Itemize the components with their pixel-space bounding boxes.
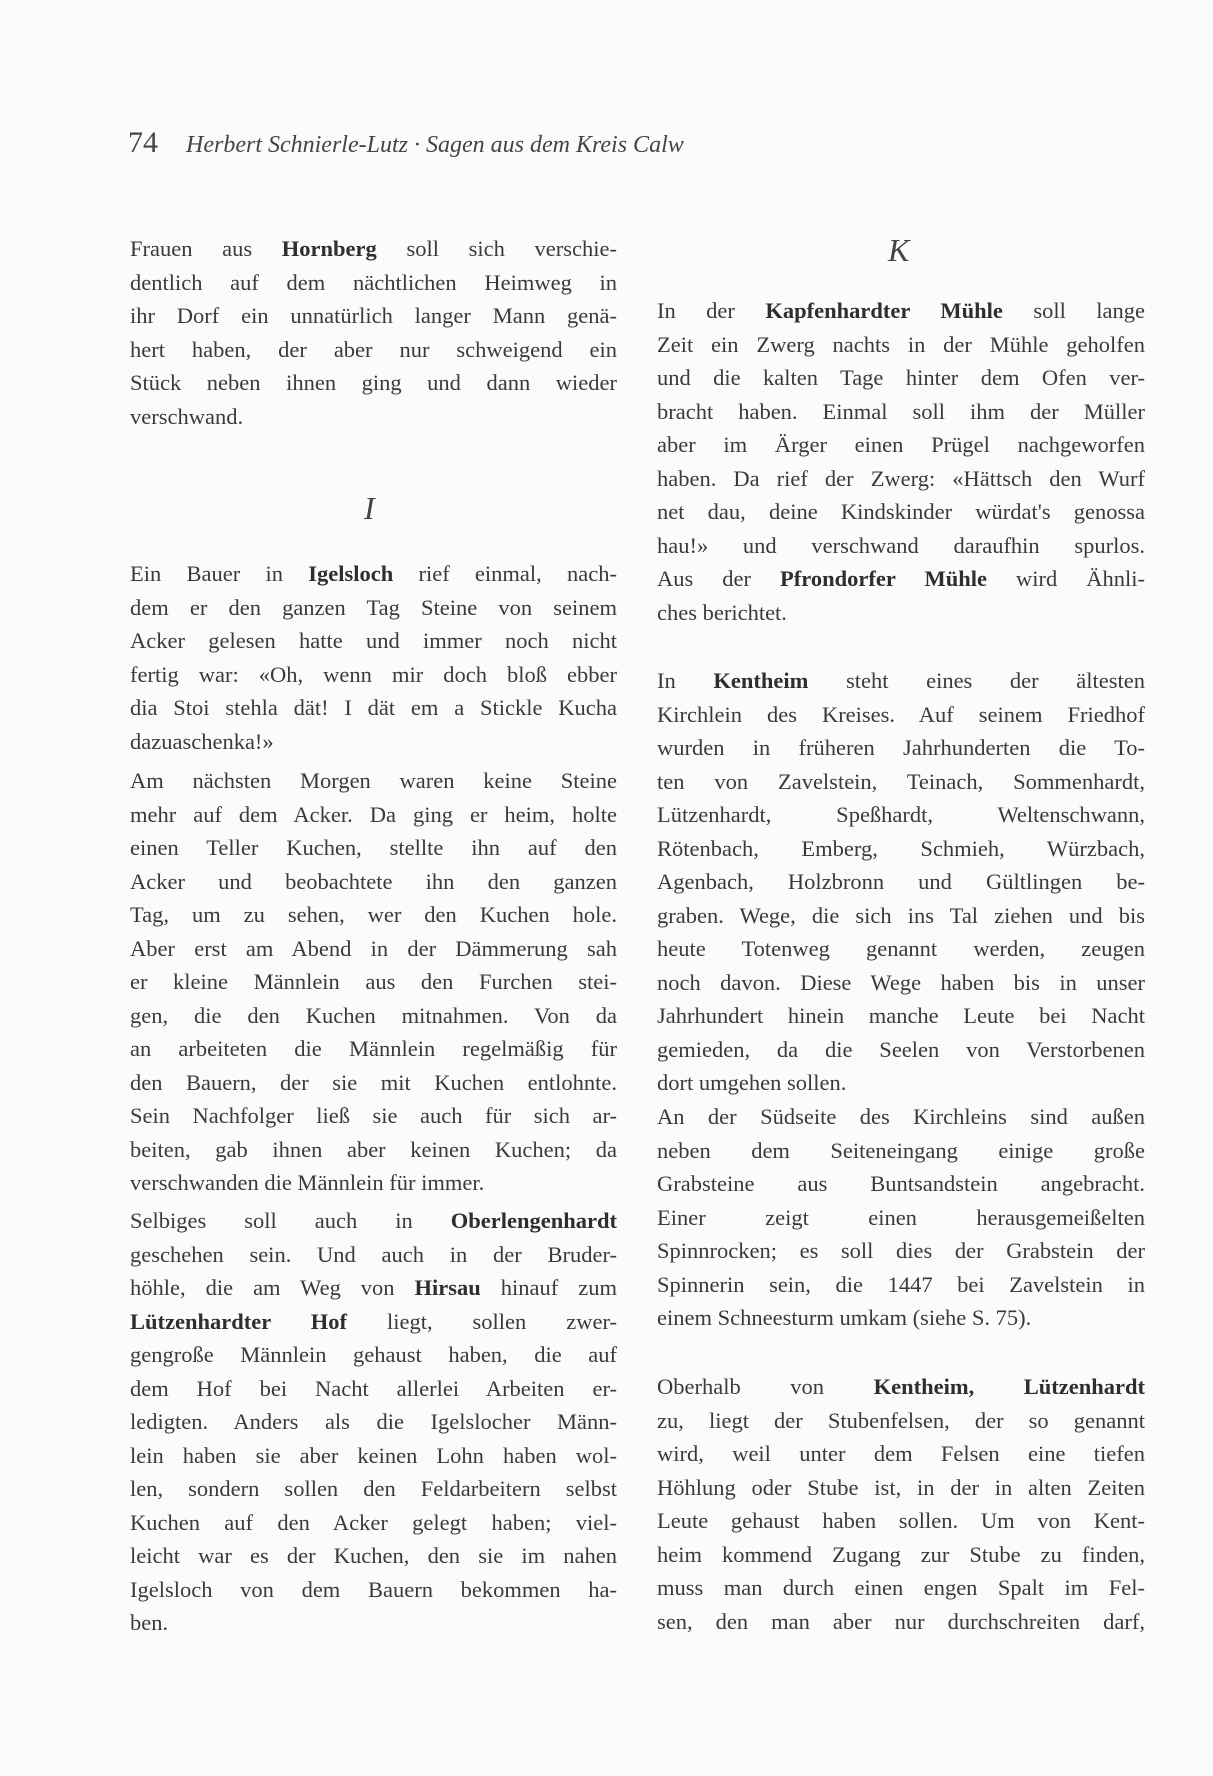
place-name: Igelsloch [308,561,394,586]
text-line: beiten, gab ihnen aber keinen Kuchen; da [130,1136,617,1162]
text-line: ledigten. Anders als die Igelslocher Männ- [130,1409,617,1434]
text-line: mehr auf dem Acker. Da ging er heim, holte [130,801,617,827]
text-line: Tag, um zu sehen, wer den Kuchen hole. [130,902,617,927]
place-name: Kentheim, Lützenhardt [873,1374,1145,1399]
text-line: net dau, deine Kindskinder würdat's genossa [657,499,1145,524]
text-line: an arbeiteten die Männlein regelmäßig für [130,1036,617,1061]
place-name: Hornberg [281,236,377,261]
section-heading-k: K [888,232,910,268]
text-line: den Bauern, der sie mit Kuchen entlohnte. [130,1069,617,1095]
text-line: In Kentheim steht eines der ältesten [657,668,1145,693]
text-line: Agenbach, Holzbronn und Gültlingen be- [657,869,1145,894]
text-line: Grabsteine aus Buntsandstein angebracht. [657,1171,1145,1196]
text-line: dem er den ganzen Tag Steine von seinem [130,594,617,620]
right-column-p3 [657,1100,1145,1335]
text-line: bracht haben. Einmal soll ihm der Müller [657,398,1145,424]
text-line: aber im Ärger einen Prügel nachgeworfen [657,432,1145,457]
text-line: Rötenbach, Emberg, Schmieh, Würzbach, [657,835,1145,861]
text-line: Sein Nachfolger ließ sie auch für sich ar- [130,1103,617,1128]
text-line: hau!» und verschwand daraufhin spurlos. [657,532,1145,558]
text-line: höhle, die am Weg von Hirsau hinauf zum [130,1275,618,1300]
place-name: Hirsau [414,1275,481,1300]
text-line: und die kalten Tage hinter dem Ofen ver- [657,365,1145,390]
text-line: noch davon. Diese Wege haben bis in unser [657,969,1145,995]
text-line: er kleine Männlein aus den Furchen stei- [130,969,617,994]
text-line: Spinnrocken; es soll dies der Grabstein der [657,1238,1145,1263]
text-line: Lützenhardt, Speßhardt, Weltenschwann, [657,802,1145,827]
text-line: verschwanden die Männlein für immer. [130,1170,485,1195]
text-line: zu, liegt der Stubenfelsen, der so genannt [657,1407,1145,1433]
text-line: wurden in früheren Jahrhunderten die To- [657,735,1145,760]
text-line: dem Hof bei Nacht allerlei Arbeiten er- [130,1375,617,1401]
text-line: Stück neben ihnen ging und dann wieder [130,370,617,395]
left-column-p2 [130,557,617,758]
text-line: Aus der Pfrondorfer Mühle wird Ähnli- [657,566,1146,591]
text-line: verschwand. [130,403,244,429]
text-line: Höhlung oder Stube ist, in der in alten Zeiten [657,1474,1145,1500]
text-line: An der Südseite des Kirchleins sind außen [657,1104,1145,1129]
right-column-p1 [657,294,1145,629]
text-line: einem Schneesturm umkam (siehe S. 75). [657,1305,1032,1330]
text-line: fertig war: «Oh, wenn mir doch bloß ebber [130,661,617,687]
running-title: Herbert Schnierle-Lutz · Sagen aus dem Kreis Calw [186,132,684,158]
text-line: Frauen aus Hornberg soll sich verschie- [130,236,617,261]
text-line: Kirchlein des Kreises. Auf seinem Friedhof [657,701,1145,727]
text-line: sen, den man aber nur durchschreiten darf, [657,1608,1145,1634]
text-line: dentlich auf dem nächtlichen Heimweg in [130,269,617,295]
text-line: Oberhalb von Kentheim, Lützenhardt [657,1374,1145,1399]
text-line: heim kommend Zugang zur Stube zu finden, [657,1541,1145,1567]
text-line: neben dem Seiteneingang einige große [657,1137,1145,1163]
place-name: Kentheim [713,668,809,693]
right-column-p2 [657,664,1145,1100]
text-line: dazuaschenka!» [130,728,274,754]
text-line: Einer zeigt einen herausgemeißelten [657,1204,1145,1230]
text-line: graben. Wege, die sich ins Tal ziehen und bis [657,902,1145,928]
text-line: Acker gelesen hatte und immer noch nicht [130,628,617,653]
running-header [128,126,684,160]
text-line: gengroße Männlein gehaust haben, die auf [130,1342,617,1367]
place-name: Lützenhardter Hof [130,1308,348,1334]
place-name: Kapfenhardter Mühle [765,298,1003,323]
text-line: Zeit ein Zwerg nachts in der Mühle geholfen [657,331,1145,357]
text-line: Aber erst am Abend in der Dämmerung sah [130,935,617,961]
text-line: haben. Da rief der Zwerg: «Hättsch den Wurf [657,465,1145,491]
text-line: Lützenhardter Hof liegt, sollen zwer- [130,1308,617,1334]
text-line: ten von Zavelstein, Teinach, Sommenhardt, [657,768,1145,794]
text-line: Leute gehaust haben sollen. Um von Kent- [657,1508,1145,1533]
left-column-p4 [130,1204,617,1640]
place-name: Oberlengenhardt [450,1208,617,1233]
text-line: Am nächsten Morgen waren keine Steine [130,768,617,793]
text-line: hert haben, der aber nur schweigend ein [130,336,617,362]
text-line: gen, die den Kuchen mitnahmen. Von da [130,1002,617,1028]
text-line: dort umgehen sollen. [657,1070,847,1095]
text-line: einen Teller Kuchen, stellte ihn auf den [130,835,617,860]
text-line: len, sondern sollen den Feldarbeitern selbst [130,1476,617,1501]
text-line: ches berichtet. [657,599,787,625]
text-line: lein haben sie aber keinen Lohn haben wol- [130,1442,617,1468]
text-line: Kuchen auf den Acker gelegt haben; viel- [130,1509,617,1535]
text-line: Acker und beobachtete ihn den ganzen [130,868,617,894]
text-line: gemieden, da die Seelen von Verstorbenen [657,1036,1145,1062]
page-number: 74 [128,126,158,159]
text-line: muss man durch einen engen Spalt im Fel- [657,1575,1145,1600]
text-line: geschehen sein. Und auch in der Bruder- [130,1241,617,1267]
left-column-p1 [130,232,617,433]
text-line: heute Totenweg genannt werden, zeugen [657,936,1145,961]
text-line: ihr Dorf ein unnatürlich langer Mann genä- [130,303,617,328]
right-column-p4 [657,1370,1145,1638]
text-line: Ein Bauer in Igelsloch rief einmal, nach- [130,561,617,586]
text-line: leicht war es der Kuchen, den sie im nahen [130,1543,617,1568]
text-line: Selbiges soll auch in Oberlengenhardt [130,1208,617,1233]
text-line: In der Kapfenhardter Mühle soll lange [657,298,1145,323]
section-heading-i: I [364,490,375,526]
left-column-p3 [130,764,617,1200]
place-name: Pfrondorfer Mühle [780,566,987,591]
text-line: Igelsloch von dem Bauern bekommen ha- [130,1576,617,1602]
text-line: ben. [130,1610,169,1635]
text-line: Spinnerin sein, die 1447 bei Zavelstein in [657,1271,1145,1297]
text-line: wird, weil unter dem Felsen eine tiefen [657,1441,1145,1466]
text-line: Jahrhundert hinein manche Leute bei Nacht [657,1003,1145,1028]
text-line: dia Stoi stehla dät! I dät em a Stickle Kucha [130,695,617,720]
